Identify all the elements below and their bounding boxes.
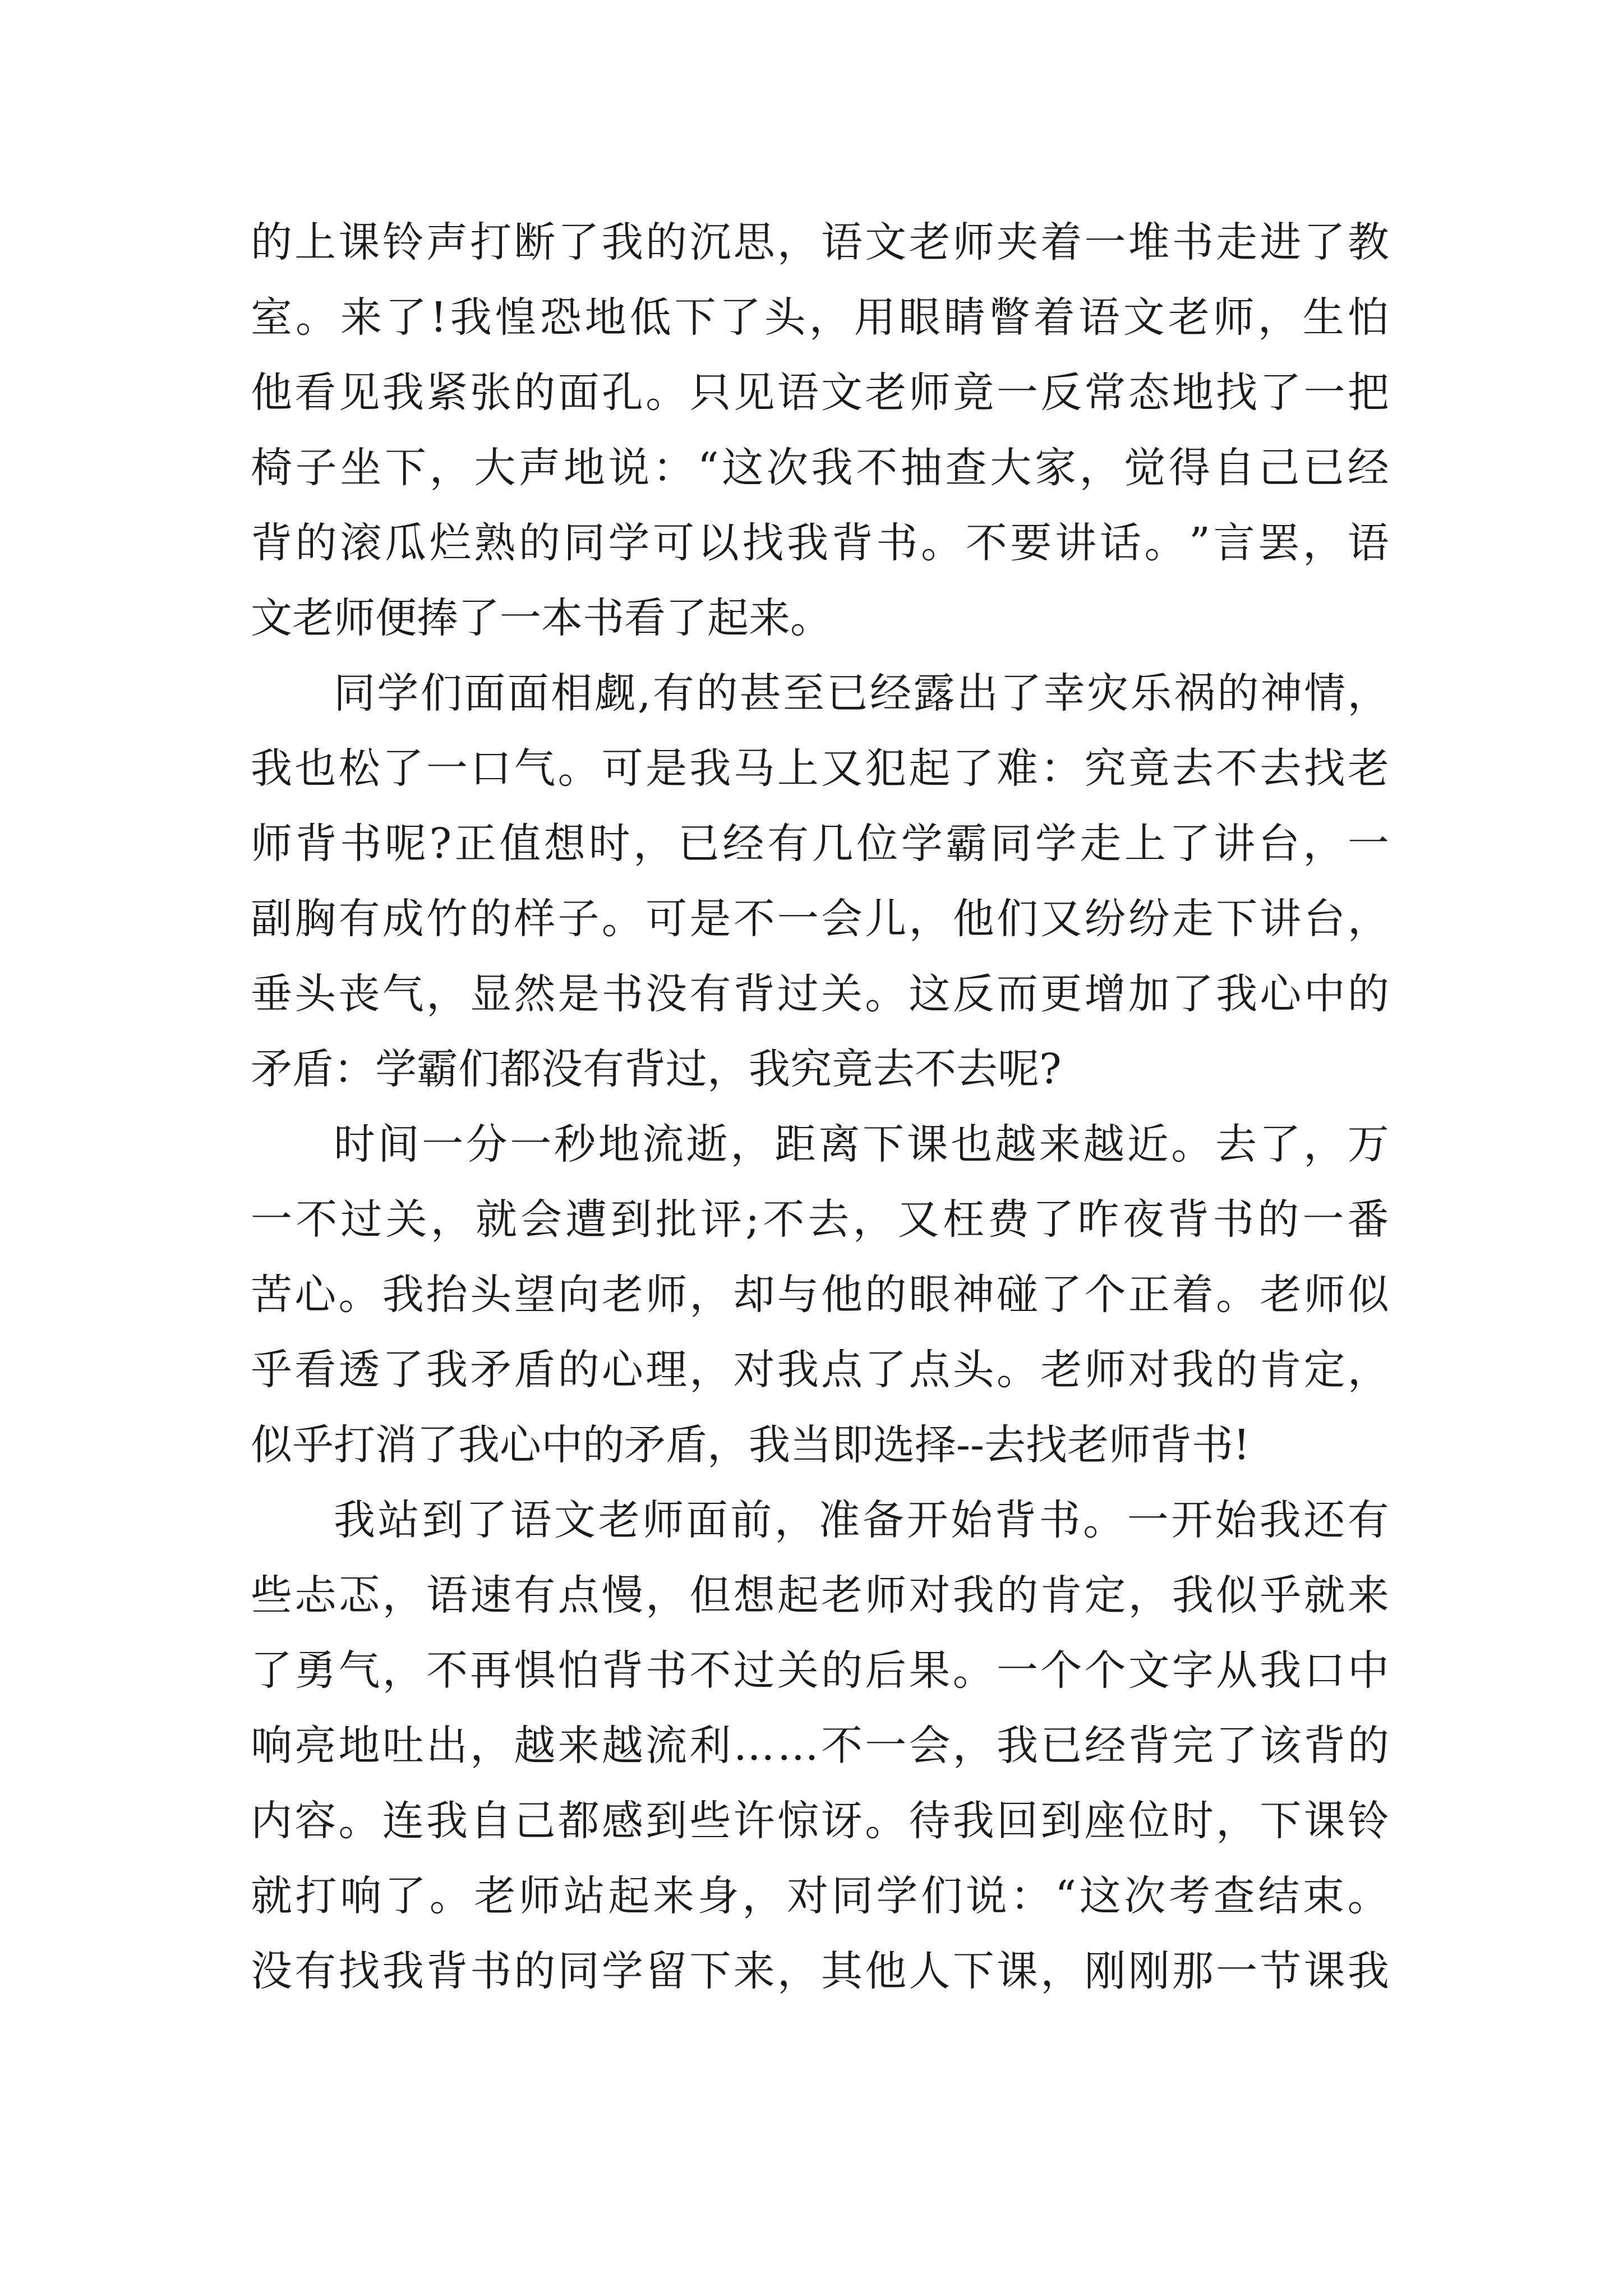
text-line: 文老师便捧了一本书看了起来。 [251,594,832,642]
paragraph [251,1483,1389,2009]
text-line: 就 打 响 了 。 老 师 站 起 来 身 ， 对 同 学 们 说 ： “ 这 次 考 查 结 束 。 [251,1872,1389,1920]
text-line: 室 。 来 了 ! 我 惶 恐 地 低 下 了 头 ， 用 眼 睛 瞥 着 语 文 老 师 ， 生 怕 [251,293,1389,342]
text-line: 些 忐 忑 ， 语 速 有 点 慢 ， 但 想 起 老 师 对 我 的 肯 定 ， 我 似 乎 就 来 [251,1571,1389,1619]
text-line: 时 间 一 分 一 秒 地 流 逝 ， 距 离 下 课 也 越 来 越 近 。 去 了 ， 万 [334,1120,1389,1168]
paragraph [251,656,1389,1107]
text-line: 我 也 松 了 一 口 气 。 可 是 我 马 上 又 犯 起 了 难 ： 究 竟 去 不 去 找 老 [251,744,1389,793]
text-line: 响 亮 地 吐 出 ， 越 来 越 流 利 … … 不 一 会 ， 我 已 经 背 完 了 该 背 的 [251,1722,1389,1770]
text-line: 了 勇 气 ， 不 再 惧 怕 背 书 不 过 关 的 后 果 。 一 个 个 文 字 从 我 口 中 [251,1646,1389,1695]
text-line: 一 不 过 关 ， 就 会 遭 到 批 评 ; 不 去 ， 又 枉 费 了 昨 夜 背 书 的 一 番 [251,1195,1389,1244]
text-line: 我 站 到 了 语 文 老 师 面 前 ， 准 备 开 始 背 书 。 一 开 始 我 还 有 [334,1496,1389,1544]
document-body [251,205,1389,2009]
text-line: 内 容 。 连 我 自 己 都 感 到 些 许 惊 讶 。 待 我 回 到 座 位 时 ， 下 课 铃 [251,1797,1389,1845]
text-line: 他 看 见 我 紧 张 的 面 孔 。 只 见 语 文 老 师 竟 一 反 常 态 地 找 了 一 把 [251,369,1389,417]
text-line: 垂 头 丧 气 ， 显 然 是 书 没 有 背 过 关 。 这 反 而 更 增 加 了 我 心 中 的 [251,970,1389,1018]
text-line: 的 上 课 铃 声 打 断 了 我 的 沉 思 ， 语 文 老 师 夹 着 一 堆 书 走 进 了 教 [251,218,1389,266]
text-line: 矛盾：学霸们都没有背过，我究竟去不去呢? [251,1045,1062,1093]
text-line: 没 有 找 我 背 书 的 同 学 留 下 来 ， 其 他 人 下 课 ， 刚 刚 那 一 节 课 我 [251,1947,1389,1995]
text-line: 椅 子 坐 下 ， 大 声 地 说 ： “ 这 次 我 不 抽 查 大 家 ， 觉 得 自 己 已 经 [251,444,1389,492]
text-line: 同 学 们 面 面 相 觑 , 有 的 甚 至 已 经 露 出 了 幸 灾 乐 祸 的 神 情 ， [334,669,1389,717]
paragraph [251,205,1389,656]
text-line: 乎 看 透 了 我 矛 盾 的 心 理 ， 对 我 点 了 点 头 。 老 师 对 我 的 肯 定 ， [251,1346,1389,1394]
paragraph [251,1107,1389,1483]
text-line: 苦 心 。 我 抬 头 望 向 老 师 ， 却 与 他 的 眼 神 碰 了 个 正 着 。 老 师 似 [251,1271,1389,1319]
text-line: 副 胸 有 成 竹 的 样 子 。 可 是 不 一 会 儿 ， 他 们 又 纷 纷 走 下 讲 台 ， [251,895,1389,943]
text-line: 师 背 书 呢 ? 正 值 想 时 ， 已 经 有 几 位 学 霸 同 学 走 上 了 讲 台 ， 一 [251,820,1389,868]
text-line: 背 的 滚 瓜 烂 熟 的 同 学 可 以 找 我 背 书 。 不 要 讲 话 。 ” 言 罢 ， 语 [251,519,1389,567]
text-line: 似乎打消了我心中的矛盾，我当即选择--去找老师背书! [251,1421,1250,1469]
